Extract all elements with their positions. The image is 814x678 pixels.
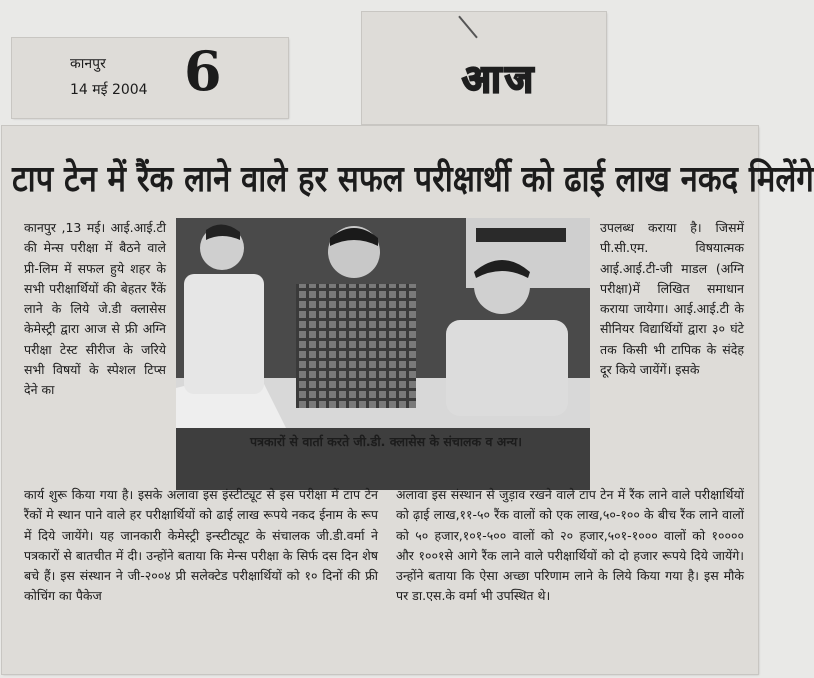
- article-column-bottom-right: अलावा इस संस्थान से जुड़ाव रखने वाले टाप टेन में रैंक लाने वाले परीक्षार्थियों को ढ़ाई लाख,११-५० रैंक वालों को एक लाख,५०-१०० के बीच रैंक लाने वालों को ५० हजार,१०१-५०० वालों को २० हजार,५०१-१००० वालों को १०००० और १००१से आगे रैंक लाने वाले परीक्षार्थियों को दो हजार रूपये दिये जायेंगे। उन्होंने बताया कि ऐसा अच्छा परिणाम लाने के लिये किया गया है। इस मौके पर डा.एस.के वर्मा भी उपस्थित थे।: [396, 487, 744, 604]
- masthead-ornament: [458, 16, 478, 39]
- article-column-left: कानपुर ,13 मई। आई.आई.टी की मेन्स परीक्षा में बैठने वाले प्री-लिम में सफल हुये शहर के सभी परीक्षार्थियों की बेहतर रैंकें लाने के लिये जे.डी क्लासेस केमेस्ट्री द्वारा आज से फ्री अग्नि परीक्षा टेस्ट सीरीज के जरिये सभी विषयों के स्पेशल टिप्स देने का: [24, 220, 166, 398]
- article-headline: टाप टेन में रैंक लाने वाले हर सफल परीक्षार्थी को ढाई लाख नकद मिलेंगे: [12, 159, 814, 200]
- masthead-clipping: [362, 12, 606, 124]
- article-clipping: [2, 126, 814, 674]
- dateline-clipping: [12, 38, 288, 118]
- photo-image: [176, 218, 590, 428]
- photo-caption: पत्रकारों से वार्ता करते जी.डी. क्लासेस के संचालक व अन्य।: [249, 434, 523, 449]
- article-column-bottom-left: कार्य शुरू किया गया है। इसके अलावा इस इंस्टीट्यूट से इस परीक्षा में टाप टेन रैंकों मे स्थान पाने वाले हर परीक्षार्थियों को ढाई लाख रूपये नकद ईनाम के रूप में दिये जायेंगे। यह जानकारी केमेस्ट्री इन्स्टीट्यूट के संचालक जी.डी.वर्मा ने पत्रकारों से बातचीत में दी। उन्होंने बताया कि मेन्स परीक्षा के सिर्फ दस दिन शेष बचे हैं। इस संस्थान ने जी-२००४ प्री सलेक्टेड परीक्षार्थियों को १० दिनों की फ्री कोचिंग का पैकेज: [24, 487, 378, 604]
- newspaper-masthead: आज: [462, 56, 538, 101]
- dateline-city: कानपुर: [70, 56, 106, 72]
- dateline-date: 14 मई 2004: [70, 82, 148, 98]
- page-number: 6: [184, 39, 222, 103]
- article-column-right: उपलब्ध कराया है। जिसमें पी.सी.एम. विषयात्मक आई.आई.टी-जी माडल (अग्नि परीक्षा)में लिखित समाधान कराया जायेगा। आई.आई.टी के सीनियर विद्यार्थियों द्वारा ३० घंटे तक किसी भी टापिक के संदेह दूर किये जायेंगें। इसके: [600, 220, 744, 378]
